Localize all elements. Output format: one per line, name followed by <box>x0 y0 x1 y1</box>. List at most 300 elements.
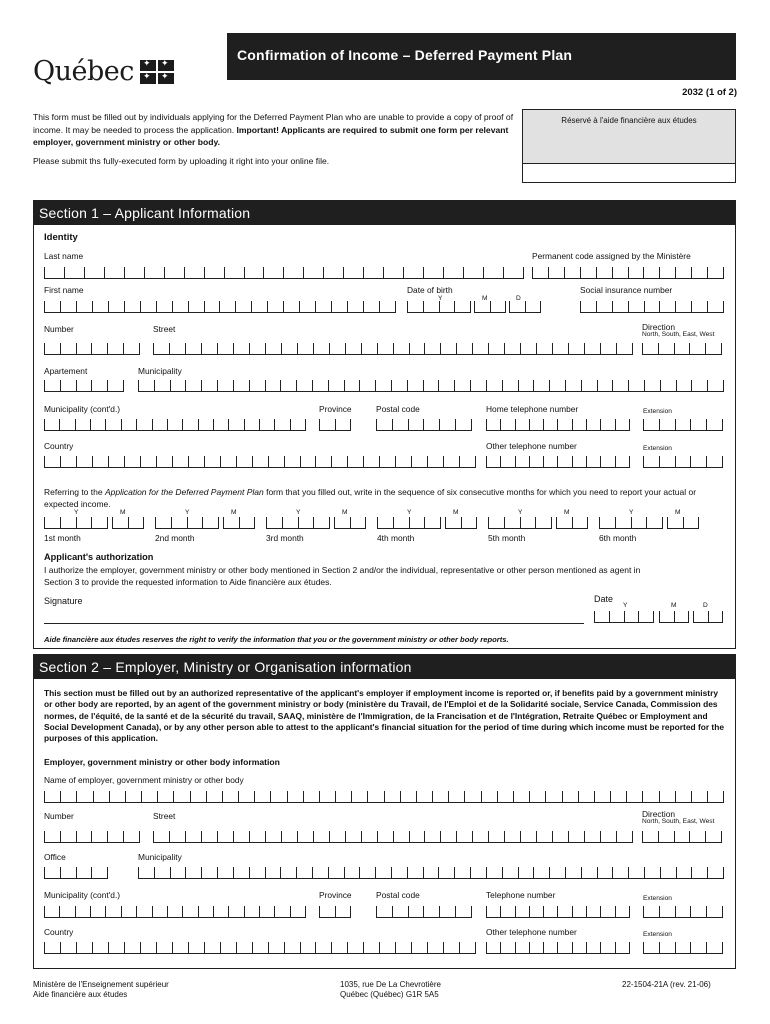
char-cell <box>674 831 690 843</box>
month-4-month-input[interactable] <box>445 517 477 529</box>
char-cell <box>60 343 76 355</box>
char-cell <box>92 456 108 468</box>
char-cell <box>236 456 252 468</box>
char-cell <box>659 419 675 431</box>
char-cell <box>202 517 219 529</box>
month-2-month-input[interactable] <box>223 517 255 529</box>
char-cell <box>280 867 296 879</box>
char-cell <box>244 906 259 918</box>
char-cell <box>423 867 439 879</box>
char-cell <box>274 906 289 918</box>
municipality-contd-input[interactable] <box>44 419 306 431</box>
last-name-input[interactable] <box>44 267 524 279</box>
char-cell <box>254 791 270 803</box>
char-cell <box>638 611 654 623</box>
postal-code-input[interactable] <box>376 419 472 431</box>
char-cell <box>313 831 329 843</box>
char-cell <box>297 343 313 355</box>
char-cell <box>91 831 107 843</box>
char-cell <box>529 419 543 431</box>
month-6-year-input[interactable] <box>599 517 663 529</box>
char-cell <box>594 611 609 623</box>
char-cell <box>379 301 396 313</box>
char-cell <box>616 343 633 355</box>
char-cell <box>584 831 600 843</box>
apartment-label: Apartement <box>44 366 88 376</box>
char-cell <box>140 301 156 313</box>
employer-municipality-input[interactable] <box>138 867 724 879</box>
char-cell <box>391 867 407 879</box>
char-cell <box>265 380 281 392</box>
char-cell <box>515 942 529 954</box>
char-cell <box>315 301 331 313</box>
char-cell <box>233 380 249 392</box>
char-cell <box>486 419 500 431</box>
month-2-month-hint: M <box>231 509 237 516</box>
char-cell <box>461 517 478 529</box>
date-day-input[interactable] <box>693 611 723 623</box>
char-cell <box>675 456 691 468</box>
char-cell <box>201 831 217 843</box>
char-cell <box>228 906 243 918</box>
char-cell <box>249 831 265 843</box>
month-1-year-hint: Y <box>74 509 79 516</box>
char-cell <box>675 419 691 431</box>
char-cell <box>586 942 600 954</box>
char-cell <box>557 906 571 918</box>
char-cell <box>303 791 319 803</box>
char-cell <box>423 380 439 392</box>
char-cell <box>125 791 141 803</box>
country-label: Country <box>44 441 74 451</box>
char-cell <box>280 380 296 392</box>
employer-info-heading: Employer, government ministry or other body information <box>44 757 280 767</box>
char-cell <box>138 380 154 392</box>
char-cell <box>223 517 239 529</box>
char-cell <box>690 942 706 954</box>
char-cell <box>60 942 76 954</box>
char-cell <box>44 301 60 313</box>
employer-municipality-contd-label: Municipality (cont'd.) <box>44 890 121 900</box>
month-6-month-input[interactable] <box>667 517 699 529</box>
employer-name-input[interactable] <box>44 791 724 803</box>
char-cell <box>520 343 536 355</box>
char-cell <box>500 419 514 431</box>
char-cell <box>124 942 140 954</box>
char-cell <box>185 343 201 355</box>
char-cell <box>281 831 297 843</box>
char-cell <box>107 343 123 355</box>
char-cell <box>659 906 675 918</box>
char-cell <box>543 456 557 468</box>
char-cell <box>543 906 557 918</box>
char-cell <box>456 831 472 843</box>
char-cell <box>644 867 660 879</box>
month-2-year-hint: Y <box>185 509 190 516</box>
char-cell <box>44 517 60 529</box>
month-3-month-input[interactable] <box>334 517 366 529</box>
char-cell <box>64 267 84 279</box>
char-cell <box>707 867 724 879</box>
month-5-month-input[interactable] <box>556 517 588 529</box>
char-cell <box>454 867 470 879</box>
char-cell <box>500 456 514 468</box>
char-cell <box>584 343 600 355</box>
char-cell <box>44 906 59 918</box>
char-cell <box>239 517 256 529</box>
char-cell <box>424 831 440 843</box>
char-cell <box>504 831 520 843</box>
identity-heading: Identity <box>44 232 78 243</box>
char-cell <box>395 456 411 468</box>
char-cell <box>92 301 108 313</box>
char-cell <box>689 831 705 843</box>
char-cell <box>313 517 330 529</box>
char-cell <box>284 942 300 954</box>
month-1-month-input[interactable] <box>112 517 144 529</box>
month-5-label: 5th month <box>488 533 526 543</box>
sin-input[interactable] <box>580 301 724 313</box>
date-year-input[interactable] <box>594 611 654 623</box>
dob-day-input[interactable] <box>509 301 541 313</box>
char-cell <box>586 906 600 918</box>
char-cell <box>596 267 612 279</box>
char-cell <box>252 942 268 954</box>
char-cell <box>259 906 274 918</box>
month-3-year-input[interactable] <box>266 517 330 529</box>
office-input[interactable] <box>44 867 108 879</box>
employer-municipality-contd-input[interactable] <box>44 906 306 918</box>
char-cell <box>107 831 123 843</box>
municipality-input[interactable] <box>138 380 724 392</box>
char-cell <box>518 380 534 392</box>
char-cell <box>705 343 722 355</box>
employer-phone-input[interactable] <box>486 906 630 918</box>
country-input[interactable] <box>44 456 476 468</box>
char-cell <box>335 419 352 431</box>
char-cell <box>90 419 105 431</box>
char-cell <box>407 301 423 313</box>
char-cell <box>631 517 647 529</box>
first-name-input[interactable] <box>44 301 396 313</box>
char-cell <box>691 301 707 313</box>
char-cell <box>675 942 691 954</box>
char-cell <box>182 906 197 918</box>
char-cell <box>543 942 557 954</box>
char-cell <box>500 942 514 954</box>
sin-label: Social insurance number <box>580 285 673 295</box>
char-cell <box>375 867 391 879</box>
dob-month-hint: M <box>482 295 488 302</box>
char-cell <box>565 867 581 879</box>
char-cell <box>515 456 529 468</box>
extension-2-input[interactable] <box>643 456 723 468</box>
char-cell <box>198 419 213 431</box>
char-cell <box>185 831 201 843</box>
permanent-code-input[interactable] <box>532 267 724 279</box>
char-cell <box>504 343 520 355</box>
char-cell <box>643 419 659 431</box>
signature-input[interactable] <box>44 623 584 624</box>
char-cell <box>557 419 571 431</box>
char-cell <box>628 301 644 313</box>
other-phone-input[interactable] <box>486 456 630 468</box>
char-cell <box>270 791 286 803</box>
char-cell <box>233 831 249 843</box>
char-cell <box>597 867 613 879</box>
char-cell <box>502 380 518 392</box>
char-cell <box>144 267 164 279</box>
char-cell <box>642 343 658 355</box>
char-cell <box>439 419 455 431</box>
char-cell <box>300 456 316 468</box>
char-cell <box>488 517 504 529</box>
char-cell <box>108 456 124 468</box>
char-cell <box>290 906 306 918</box>
char-cell <box>136 419 151 431</box>
char-cell <box>44 831 60 843</box>
char-cell <box>438 867 454 879</box>
char-cell <box>217 867 233 879</box>
char-cell <box>642 791 658 803</box>
char-cell <box>265 343 281 355</box>
char-cell <box>206 791 222 803</box>
char-cell <box>93 791 109 803</box>
char-cell <box>407 380 423 392</box>
months-instructions <box>44 486 724 510</box>
char-cell <box>190 791 206 803</box>
dob-year-input[interactable] <box>407 301 471 313</box>
char-cell <box>502 867 518 879</box>
employer-other-phone-label: Other telephone number <box>486 927 577 937</box>
char-cell <box>283 267 303 279</box>
char-cell <box>557 942 571 954</box>
employer-extension-2-input[interactable] <box>643 942 723 954</box>
char-cell <box>185 867 201 879</box>
char-cell <box>676 380 692 392</box>
char-cell <box>345 343 361 355</box>
char-cell <box>448 791 464 803</box>
employer-other-phone-input[interactable] <box>486 942 630 954</box>
char-cell <box>423 419 439 431</box>
char-cell <box>220 456 236 468</box>
char-cell <box>363 456 379 468</box>
char-cell <box>536 343 552 355</box>
char-cell <box>659 267 675 279</box>
char-cell <box>443 942 459 954</box>
date-month-input[interactable] <box>659 611 689 623</box>
form-number: 2032 (1 of 2) <box>682 87 737 98</box>
char-cell <box>138 867 154 879</box>
char-cell <box>259 419 274 431</box>
char-cell <box>361 831 377 843</box>
month-4-year-input[interactable] <box>377 517 441 529</box>
char-cell <box>674 343 690 355</box>
char-cell <box>424 517 441 529</box>
char-cell <box>486 867 502 879</box>
char-cell <box>612 380 628 392</box>
char-cell <box>60 867 76 879</box>
char-cell <box>59 419 74 431</box>
char-cell <box>693 611 708 623</box>
employer-direction-input[interactable] <box>642 831 722 843</box>
employer-extension-label: Extension <box>643 895 672 902</box>
employer-postal-code-input[interactable] <box>376 906 472 918</box>
char-cell <box>594 791 610 803</box>
char-cell <box>156 301 172 313</box>
char-cell <box>252 456 268 468</box>
char-cell <box>105 906 120 918</box>
apartment-input[interactable] <box>44 380 124 392</box>
date-label: Date <box>594 594 614 604</box>
char-cell <box>107 380 124 392</box>
home-phone-label: Home telephone number <box>486 404 579 414</box>
char-cell <box>643 906 659 918</box>
char-cell <box>44 419 59 431</box>
char-cell <box>596 301 612 313</box>
dob-month-input[interactable] <box>474 301 506 313</box>
char-cell <box>220 942 236 954</box>
char-cell <box>60 831 76 843</box>
char-cell <box>60 517 76 529</box>
char-cell <box>154 380 170 392</box>
char-cell <box>268 456 284 468</box>
char-cell <box>674 611 690 623</box>
char-cell <box>359 380 375 392</box>
char-cell <box>319 791 335 803</box>
month-5-year-input[interactable] <box>488 517 552 529</box>
char-cell <box>109 791 125 803</box>
char-cell <box>409 831 425 843</box>
char-cell <box>84 267 104 279</box>
char-cell <box>612 301 628 313</box>
char-cell <box>675 267 691 279</box>
char-cell <box>644 380 660 392</box>
submit-instructions: Please submit ths fully-executed form by uploading it right into your online file. <box>33 156 330 166</box>
char-cell <box>486 942 500 954</box>
verification-disclaimer: Aide financière aux études reserves the right to verify the information that you or the government ministry or other body reports. <box>44 635 509 644</box>
employer-extension-input[interactable] <box>643 906 723 918</box>
section-2-intro: This section must be filled out by an authorized representative of the applicant's employer if employment income is reported or, if benefits paid by a government ministry or other body are reported, by an agent of the government ministry or body (ministère du Travail, de l'Emploi et de la Solidarité sociale, Service Canada, Commission des normes, de l'équité, de la santé et de la sécurité du travail, SAAQ, ministère de l'Immigration, de la Francisation et de l'Intégration, Retraite Québec or Employment and Social Development Canada), or by any other person able to attest to the applicant's financial situation for the period of time during which income must be reported for the purposes of this application. <box>44 688 724 744</box>
char-cell <box>108 301 124 313</box>
char-cell <box>423 267 443 279</box>
footer-form-code: 22-1504-21A (rev. 21-06) <box>622 980 711 989</box>
char-cell <box>344 867 360 879</box>
char-cell <box>520 831 536 843</box>
char-cell <box>624 611 639 623</box>
char-cell <box>481 791 497 803</box>
char-cell <box>108 942 124 954</box>
char-cell <box>520 517 536 529</box>
footer-ministry-1: Ministère de l'Enseignement supérieur <box>33 980 169 989</box>
char-cell <box>706 456 723 468</box>
char-cell <box>171 517 187 529</box>
char-cell <box>392 419 408 431</box>
municipality-label: Municipality <box>138 366 182 376</box>
char-cell <box>303 267 323 279</box>
char-cell <box>646 517 663 529</box>
char-cell <box>217 380 233 392</box>
employer-street-input[interactable] <box>153 831 633 843</box>
month-1-year-input[interactable] <box>44 517 108 529</box>
char-cell <box>411 456 427 468</box>
char-cell <box>586 456 600 468</box>
extension-input[interactable] <box>643 419 723 431</box>
char-cell <box>283 301 299 313</box>
char-cell <box>459 942 476 954</box>
char-cell <box>76 791 92 803</box>
char-cell <box>281 343 297 355</box>
char-cell <box>683 517 700 529</box>
char-cell <box>459 456 476 468</box>
char-cell <box>155 517 171 529</box>
char-cell <box>172 301 188 313</box>
char-cell <box>60 456 76 468</box>
char-cell <box>660 867 676 879</box>
char-cell <box>564 267 580 279</box>
char-cell <box>265 867 281 879</box>
char-cell <box>60 380 76 392</box>
employer-country-input[interactable] <box>44 942 476 954</box>
char-cell <box>263 267 283 279</box>
char-cell <box>427 942 443 954</box>
month-2-year-input[interactable] <box>155 517 219 529</box>
employer-direction-hint: North, South, East, West <box>642 818 715 825</box>
char-cell <box>298 517 314 529</box>
char-cell <box>315 456 331 468</box>
char-cell <box>600 456 614 468</box>
char-cell <box>213 906 228 918</box>
char-cell <box>616 831 633 843</box>
char-cell <box>615 419 630 431</box>
char-cell <box>182 419 197 431</box>
street-input[interactable] <box>153 343 633 355</box>
employer-province-input[interactable] <box>319 906 351 918</box>
char-cell <box>483 267 503 279</box>
char-cell <box>424 343 440 355</box>
home-phone-input[interactable] <box>486 419 630 431</box>
char-cell <box>170 867 186 879</box>
char-cell <box>658 831 674 843</box>
number-input[interactable] <box>44 343 140 355</box>
char-cell <box>659 301 675 313</box>
char-cell <box>581 867 597 879</box>
char-cell <box>615 456 630 468</box>
char-cell <box>549 867 565 879</box>
employer-number-input[interactable] <box>44 831 140 843</box>
intro-body: This form must be filled out by individuals applying for the Deferred Payment Plan who are unable to provide a copy of proof of income. It may be needed to process the application. <box>33 112 514 135</box>
char-cell <box>706 906 723 918</box>
char-cell <box>572 517 589 529</box>
char-cell <box>222 791 238 803</box>
char-cell <box>660 380 676 392</box>
char-cell <box>455 419 472 431</box>
char-cell <box>44 267 64 279</box>
month-5-year-hint: Y <box>518 509 523 516</box>
char-cell <box>233 867 249 879</box>
char-cell <box>328 867 344 879</box>
char-cell <box>556 517 572 529</box>
province-input[interactable] <box>319 419 351 431</box>
char-cell <box>705 831 722 843</box>
char-cell <box>504 517 520 529</box>
direction-input[interactable] <box>642 343 722 355</box>
char-cell <box>265 831 281 843</box>
char-cell <box>92 942 108 954</box>
intro-important: Important! Applicants are required to submit one form per relevant employer, government ministry or other body. <box>33 124 509 147</box>
char-cell <box>470 380 486 392</box>
char-cell <box>185 380 201 392</box>
